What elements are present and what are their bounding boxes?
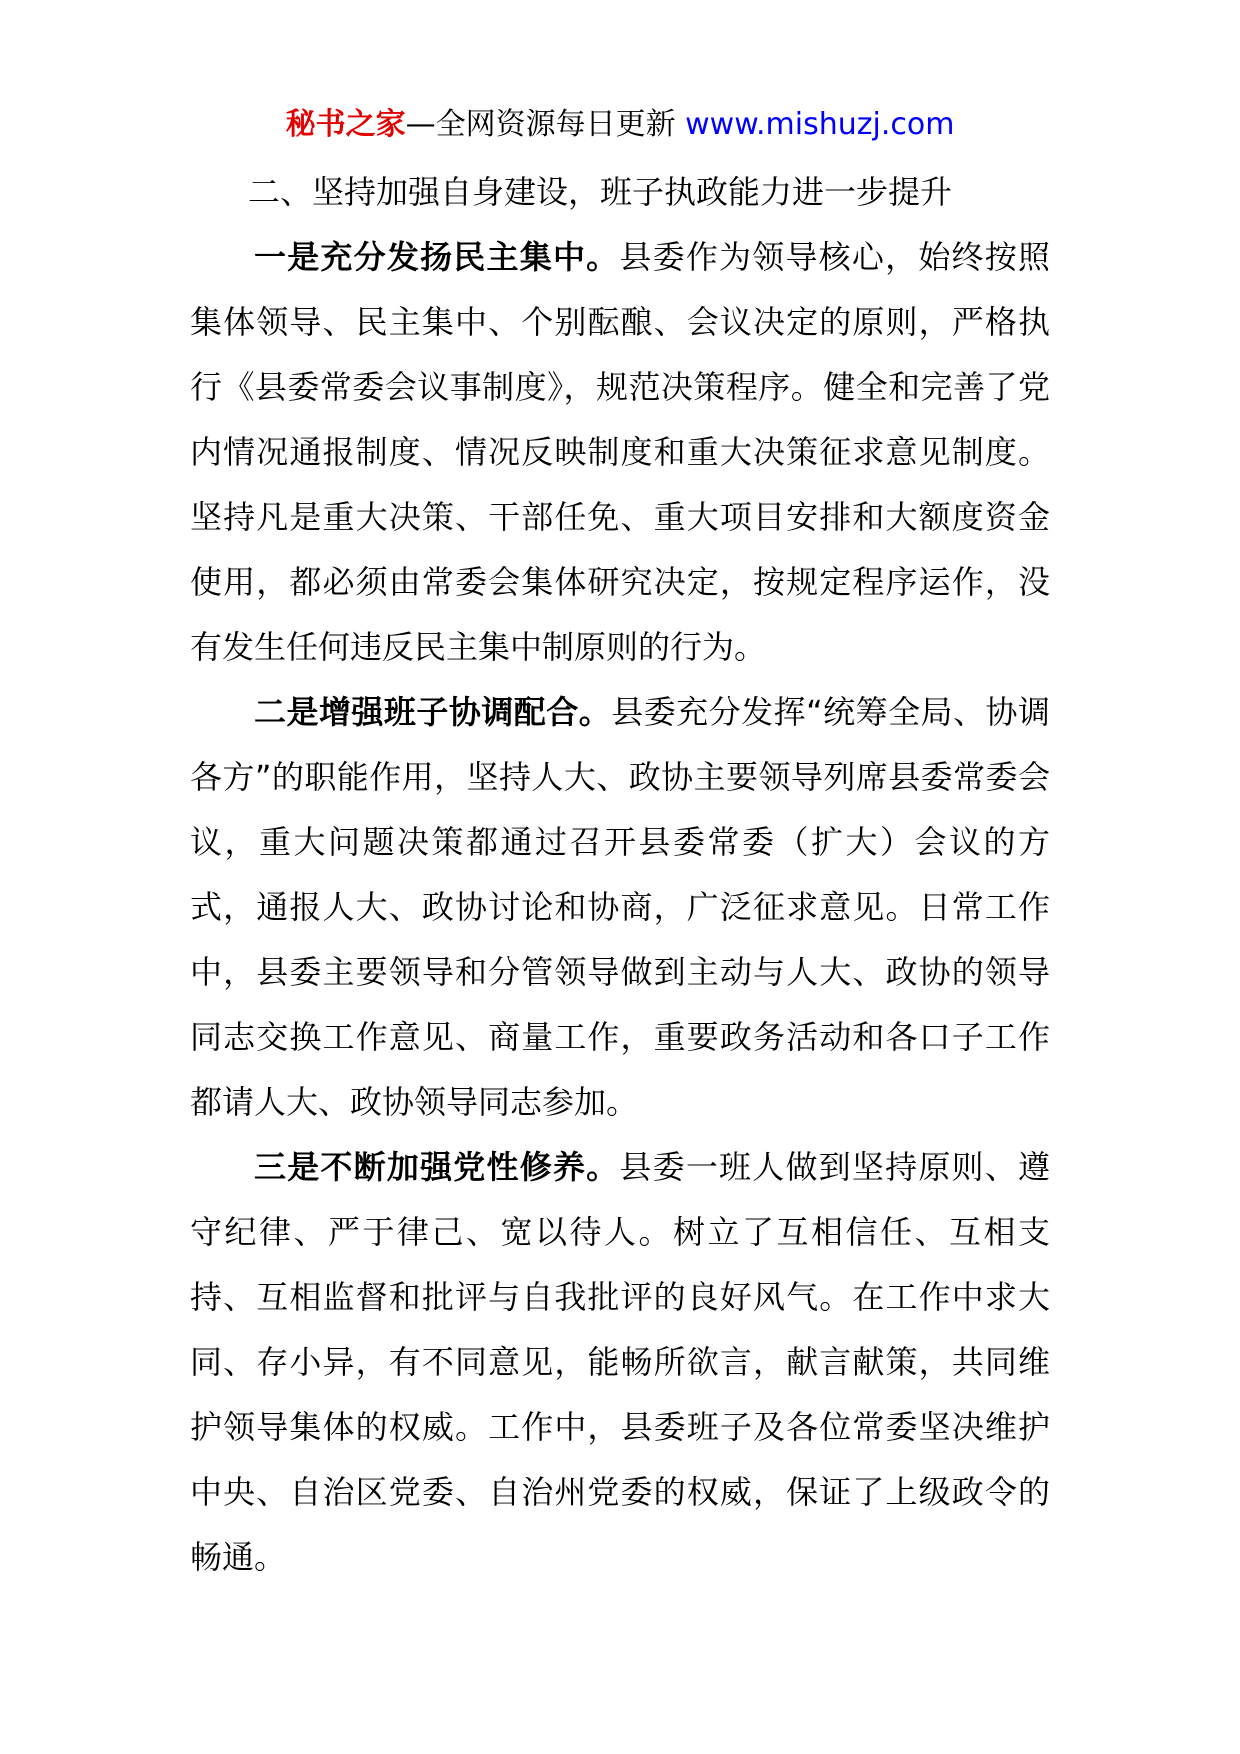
- site-url-link[interactable]: www.mishuzj.com: [685, 107, 955, 142]
- paragraph-text: 县委作为领导核心，始终按照集体领导、民主集中、个别酝酿、会议决定的原则，严格执行《县委常委会议事制度》，规范决策程序。健全和完善了党内情况通报制度、情况反映制度和重大决策征求意见制度。坚持凡是重大决策、干部任免、重大项目安排和大额度资金使用，都必须由常委会集体研究决定，按规定程序运作，没有发生任何违反民主集中制原则的行为。: [190, 238, 1050, 666]
- paragraph-2: [190, 680, 1050, 1135]
- paragraph-text: 县委一班人做到坚持原则、遵守纪律、严于律己、宽以待人。树立了互相信任、互相支持、互相监督和批评与自我批评的良好风气。在工作中求大同、存小异，有不同意见，能畅所欲言，献言献策，共同维护领导集体的权威。工作中，县委班子及各位常委坚决维护中央、自治区党委、自治州党委的权威，保证了上级政令的畅通。: [190, 1148, 1050, 1576]
- header-tagline: —全网资源每日更新: [405, 107, 686, 142]
- paragraph-3: [190, 1135, 1050, 1590]
- section-title: 二、坚持加强自身建设，班子执政能力进一步提升: [247, 173, 952, 211]
- paragraph-lead: 一是充分发扬民主集中。: [254, 238, 620, 276]
- paragraph-lead: 二是增强班子协调配合。: [254, 693, 612, 731]
- site-header: [0, 100, 1240, 150]
- paragraph-text: 县委充分发挥“统筹全局、协调各方”的职能作用，坚持人大、政协主要领导列席县委常委会议，重大问题决策都通过召开县委常委（扩大）会议的方式，通报人大、政协讨论和协商，广泛征求意见。日常工作中，县委主要领导和分管领导做到主动与人大、政协的领导同志交换工作意见、商量工作，重要政务活动和各口子工作都请人大、政协领导同志参加。: [190, 693, 1050, 1121]
- paragraph-lead: 三是不断加强党性修养。: [254, 1148, 620, 1186]
- document-body: [190, 160, 1050, 1590]
- paragraph-1: [190, 225, 1050, 680]
- brand-name: 秘书之家: [285, 107, 406, 142]
